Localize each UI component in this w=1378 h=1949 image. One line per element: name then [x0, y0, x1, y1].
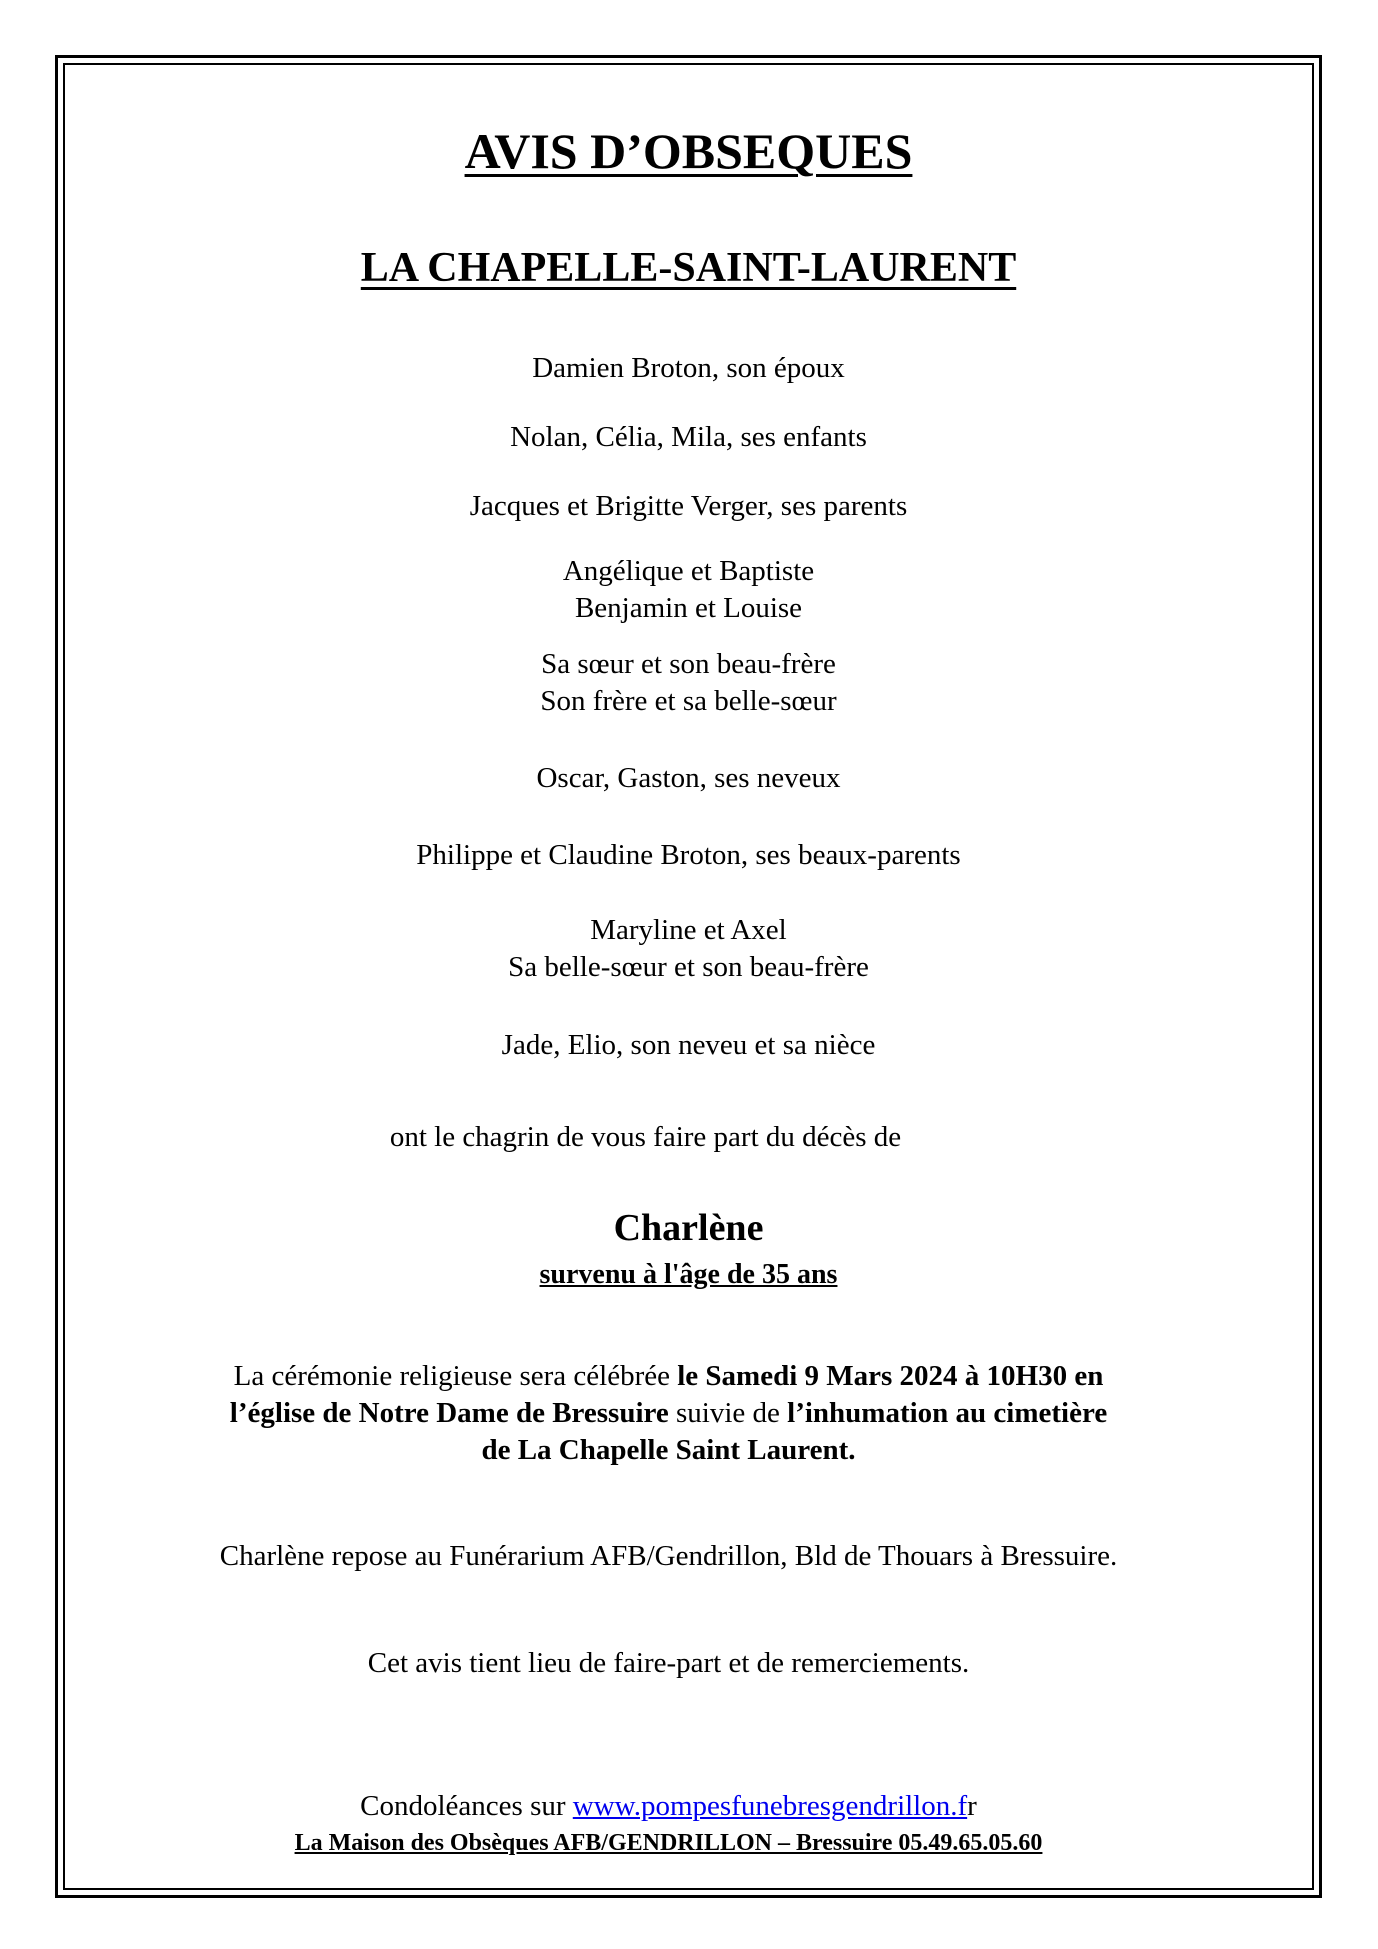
condolences-line — [43, 1790, 1294, 1823]
ceremony-date: le Samedi 9 Mars 2024 à 10H30 en — [677, 1360, 1104, 1392]
family-line: Nolan, Célia, Mila, ses enfants — [510, 421, 867, 453]
family-line: Oscar, Gaston, ses neveux — [536, 762, 841, 794]
rest-place-text: Charlène repose au Funérarium AFB/Gendrillon, Bld de Thouars à Bressuire. — [219, 1540, 1118, 1572]
notice-title: AVIS D’OBSEQUES — [464, 123, 913, 179]
ceremony-church: l’église de Notre Dame de Bressuire — [229, 1397, 669, 1430]
ceremony-text: suivie de — [668, 1397, 788, 1430]
family-line: Philippe et Claudine Broton, ses beaux-parents — [416, 839, 961, 871]
family-line: Sa belle-sœur et son beau-frère — [508, 951, 869, 983]
announcement-text: ont le chagrin de vous faire part du décès de — [389, 1121, 902, 1153]
ceremony-cemetery: de La Chapelle Saint Laurent. — [481, 1434, 856, 1467]
notice-text: Cet avis tient lieu de faire-part et de remerciements. — [367, 1647, 970, 1679]
ceremony-text: La cérémonie religieuse sera célébrée — [233, 1360, 678, 1392]
family-line: Jacques et Brigitte Verger, ses parents — [469, 490, 908, 522]
ceremony-burial: l’inhumation au cimetière — [787, 1397, 1108, 1430]
condolences-prefix: Condoléances sur — [360, 1790, 573, 1822]
location-heading: LA CHAPELLE-SAINT-LAURENT — [360, 245, 1017, 291]
family-line: Benjamin et Louise — [574, 592, 803, 624]
family-line: Son frère et sa belle-sœur — [540, 685, 837, 717]
website-link[interactable]: www.pompesfunebresgendrillon.f — [572, 1790, 968, 1822]
family-line: Damien Broton, son époux — [532, 352, 845, 384]
family-line: Maryline et Axel — [590, 914, 787, 946]
family-line: Jade, Elio, son neveu et sa nièce — [501, 1029, 876, 1061]
ceremony-details — [43, 1358, 1294, 1469]
funeral-home-info: La Maison des Obsèques AFB/GENDRILLON – Bressuire 05.49.65.05.60 — [294, 1830, 1043, 1856]
deceased-name: Charlène — [613, 1207, 764, 1249]
family-line: Angélique et Baptiste — [562, 555, 815, 587]
family-line: Sa sœur et son beau-frère — [541, 648, 836, 680]
condolences-suffix: r — [967, 1790, 977, 1822]
age-line: survenu à l'âge de 35 ans — [539, 1259, 838, 1290]
